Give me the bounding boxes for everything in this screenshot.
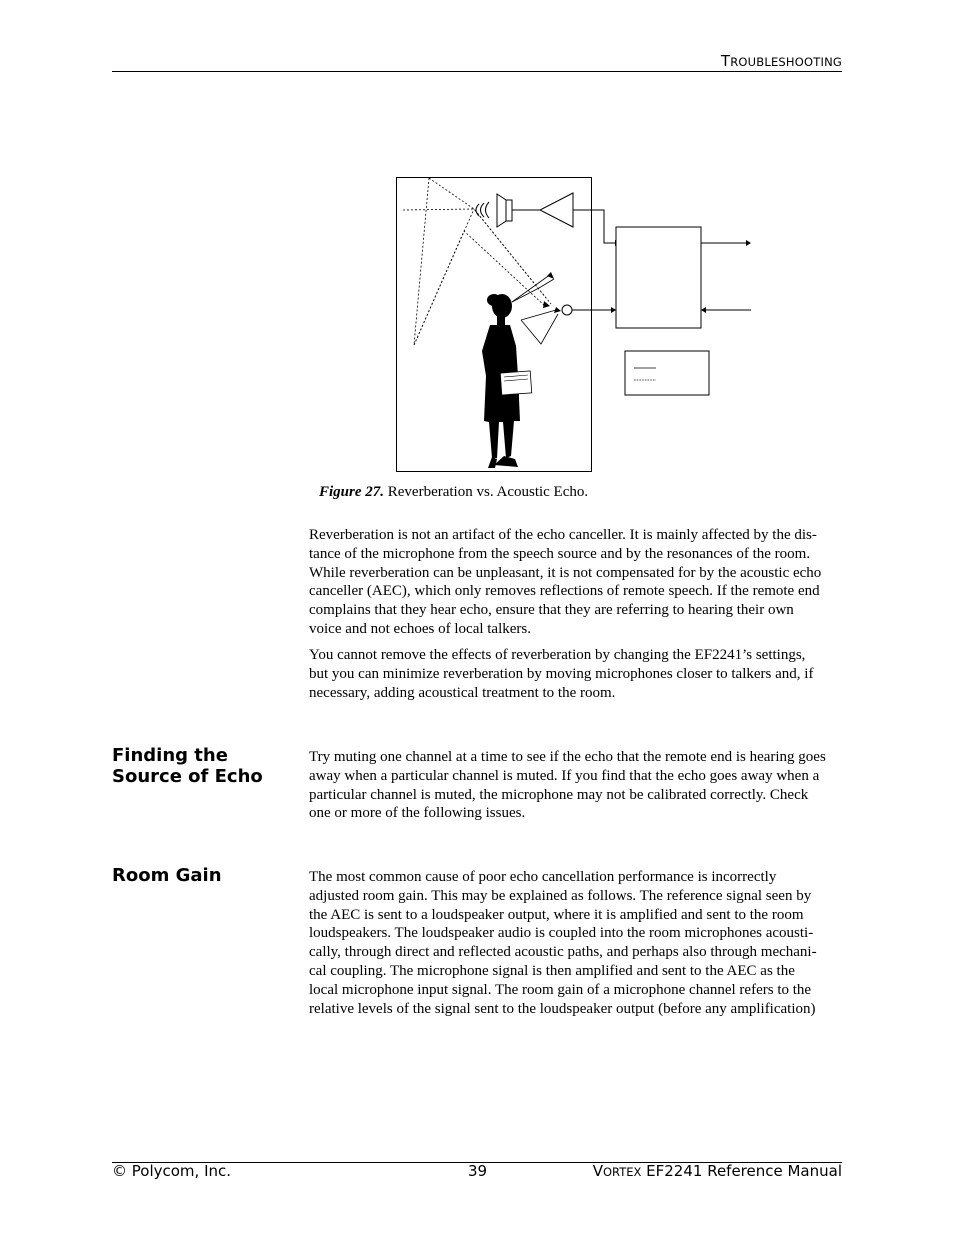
heading-line: Source of Echo xyxy=(112,766,263,787)
text-line: The most common cause of poor echo cancellation performance is incorrectly xyxy=(309,869,777,885)
amplifier-icon xyxy=(540,193,573,227)
text-line: You cannot remove the effects of reverberation by changing the EF2241’s settings, xyxy=(309,647,806,663)
text-line: Reverberation is not an artifact of the echo canceller. It is mainly affected by the dis- xyxy=(309,527,817,543)
text-line: canceller (AEC), which only removes reflections of remote speech. If the remote end xyxy=(309,583,820,600)
section-heading-room-gain: Room Gain xyxy=(112,865,222,886)
text-line: relative levels of the signal sent to the loudspeaker output (before any amplification) xyxy=(309,1000,816,1017)
legend-box xyxy=(625,351,709,395)
figure-number: Figure 27. xyxy=(319,484,385,500)
header-title-rest: ROUBLESHOOTING xyxy=(730,55,842,69)
minimize-reverberation-paragraph xyxy=(309,646,842,702)
footer-title-smallcaps: ORTEX xyxy=(603,1165,642,1179)
text-line: away when a particular channel is muted. If you find that the echo goes away when a xyxy=(309,767,820,784)
text-line: While reverberation can be unpleasant, it is not compensated for by the acoustic echo xyxy=(309,564,822,581)
finding-echo-paragraph xyxy=(309,748,842,823)
running-header xyxy=(721,52,842,70)
heading-line: Finding the xyxy=(112,745,228,766)
figure-caption-text: Reverberation vs. Acoustic Echo. xyxy=(384,484,589,500)
echo-canceller-block xyxy=(616,227,701,328)
footer-title-rest: EF2241 Reference Manual xyxy=(641,1162,842,1180)
text-line: the AEC is sent to a loudspeaker output, where it is amplified and sent to the room xyxy=(309,906,804,923)
footer-title-initial: V xyxy=(592,1162,603,1180)
text-line: cally, through direct and reflected acoustic paths, and perhaps also through mechani- xyxy=(309,944,817,961)
microphone-icon xyxy=(562,305,572,315)
reverberation-paragraph xyxy=(309,526,842,639)
loudspeaker-icon xyxy=(476,194,512,227)
text-line: loudspeakers. The loudspeaker audio is coupled into the room microphones acousti- xyxy=(309,925,814,942)
text-line: necessary, adding acoustical treatment to the room. xyxy=(309,684,616,701)
reflection-paths xyxy=(403,178,551,345)
text-line: local microphone input signal. The room gain of a microphone channel refers to the xyxy=(309,981,812,998)
header-rule xyxy=(112,71,842,72)
figure-caption xyxy=(319,484,588,501)
text-line: voice and not echoes of local talkers. xyxy=(309,620,531,637)
text-line: but you can minimize reverberation by moving microphones closer to talkers and, if xyxy=(309,665,814,682)
section-heading-finding-echo xyxy=(112,745,292,787)
text-line: cal coupling. The microphone signal is then amplified and sent to the AEC as the xyxy=(309,962,795,979)
footer-manual-title xyxy=(593,1162,842,1180)
header-title-initial: T xyxy=(720,52,731,70)
text-line: Try muting one channel at a time to see if the echo that the remote end is hearing goes xyxy=(309,749,826,765)
room-gain-paragraph xyxy=(309,868,842,1018)
text-line: tance of the microphone from the speech source and by the resonances of the room. xyxy=(309,545,811,562)
page-number: 39 xyxy=(468,1162,488,1180)
footer-copyright: © Polycom, Inc. xyxy=(112,1162,232,1180)
text-line: adjusted room gain. This may be explained as follows. The reference signal seen by xyxy=(309,887,812,904)
text-line: one or more of the following issues. xyxy=(309,805,526,822)
processor-to-amp-line xyxy=(573,210,615,243)
text-line: particular channel is muted, the microphone may not be calibrated correctly. Check xyxy=(309,786,809,803)
text-line: complains that they hear echo, ensure that they are referring to hearing their own xyxy=(309,602,794,619)
reverberation-diagram xyxy=(396,176,756,473)
book-icon xyxy=(500,371,531,395)
